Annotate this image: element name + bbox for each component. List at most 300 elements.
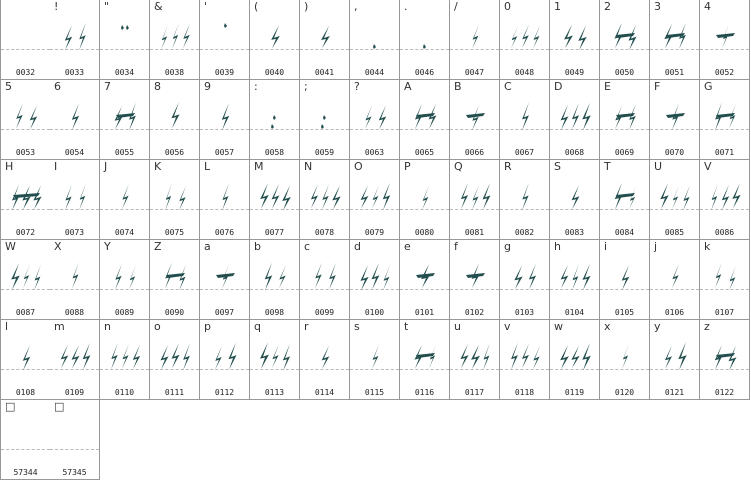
glyph-cell [700,320,750,400]
glyph-shape [61,343,91,370]
glyph-shape [360,263,390,291]
glyph-cell [250,80,300,160]
glyph-preview-icon [550,334,600,372]
glyph-shape [511,24,540,48]
glyph-character-label: Y [104,240,111,253]
glyph-shape [514,263,536,289]
glyph-shape [16,103,37,130]
glyph-character-label: 1 [554,0,561,13]
glyph-preview-icon [400,254,450,292]
glyph-cell [450,160,500,240]
glyph-code-label: 0038 [164,68,185,77]
glyph-shape [414,345,436,369]
glyph-code-label: 0117 [464,388,485,397]
glyph-character-label: o [154,320,161,333]
glyph-code-label: 0052 [714,68,735,77]
glyph-shape [271,25,280,48]
glyph-cell [0,400,51,480]
glyph-character-label: t [404,320,409,333]
glyph-preview-icon [350,94,400,132]
glyph-preview-icon [150,254,200,292]
glyph-character-label: d [354,240,361,253]
glyph-cell [300,240,350,320]
glyph-preview-icon [450,174,500,212]
glyph-character-label: □ [5,400,16,413]
glyph-cell [250,0,300,80]
glyph-cell [300,160,350,240]
glyph-preview-icon [100,334,150,372]
glyph-code-label: 0121 [664,388,685,397]
glyph-shape [224,23,227,28]
glyph-cell [200,80,250,160]
glyph-cell [500,0,550,80]
glyph-cell [150,0,200,80]
glyph-code-label: 0107 [714,308,735,317]
glyph-shape [165,262,186,291]
glyph-code-label: 0034 [114,68,135,77]
glyph-preview-icon [1,414,51,452]
glyph-cell [200,240,250,320]
glyph-code-label: 0115 [364,388,385,397]
glyph-character-label: Z [154,240,162,253]
glyph-cell [0,0,51,80]
glyph-shape [65,183,86,210]
glyph-cell [0,320,51,400]
glyph-cell [250,320,300,400]
glyph-shape [365,105,386,129]
glyph-preview-icon [250,334,300,372]
glyph-preview-icon [600,334,650,372]
glyph-character-label: ' [204,0,208,13]
glyph-shape [160,343,190,370]
glyph-shape [672,264,679,288]
glyph-code-label: 0050 [614,68,635,77]
glyph-character-label: 2 [604,0,611,13]
glyph-code-label: 0108 [15,388,36,397]
glyph-preview-icon [700,254,750,292]
glyph-code-label: 0099 [314,308,335,317]
glyph-character-label: v [504,320,511,333]
glyph-preview-icon [650,174,700,212]
glyph-preview-icon [600,14,650,52]
glyph-preview-icon [350,254,400,292]
glyph-preview-icon [350,334,400,372]
glyph-character-label: , [354,0,358,13]
glyph-code-label: 0082 [514,228,535,237]
glyph-shape [466,105,485,130]
glyph-cell [350,80,400,160]
glyph-code-label: 0048 [514,68,535,77]
glyph-character-label: P [404,160,411,173]
glyph-cell [350,240,400,320]
glyph-character-label: Q [454,160,463,173]
glyph-preview-icon [500,14,550,52]
glyph-shape [215,342,237,370]
glyph-character-label: ? [354,80,360,93]
glyph-code-label: 0100 [364,308,385,317]
glyph-code-label: 0081 [464,228,485,237]
glyph-character-label: f [454,240,458,253]
glyph-shape [561,103,591,130]
glyph-preview-icon [300,334,350,372]
glyph-shape [111,343,140,370]
glyph-preview-icon [700,14,750,52]
glyph-cell [250,160,300,240]
glyph-character-label: 4 [704,0,711,13]
glyph-cell [700,160,750,240]
glyph-preview-icon [150,14,200,52]
glyph-shape [322,346,330,369]
glyph-code-label: 0102 [464,308,485,317]
glyph-preview-icon [550,94,600,132]
glyph-preview-icon [550,254,600,292]
glyph-preview-icon [700,94,750,132]
glyph-character-label: C [504,80,512,93]
glyph-preview-icon [700,174,750,212]
glyph-preview-icon [200,94,250,132]
glyph-code-label: 0058 [264,148,285,157]
glyph-shape [561,264,591,291]
glyph-code-label: 0071 [714,148,735,157]
glyph-preview-icon [500,174,550,212]
glyph-shape [615,182,636,209]
glyph-character-label: A [404,80,412,93]
glyph-shape [260,183,291,210]
glyph-cell [500,80,550,160]
glyph-shape [121,25,129,30]
glyph-shape [615,104,636,130]
glyph-character-label: E [604,80,611,93]
glyph-character-label: 7 [104,80,111,93]
glyph-preview-icon [600,174,650,212]
glyph-shape [373,44,376,49]
glyph-preview-icon [1,174,51,212]
glyph-shape [315,262,336,289]
glyph-preview-icon [400,174,450,212]
glyph-cell [400,160,450,240]
glyph-character-label: p [204,320,211,333]
glyph-shape [422,185,429,210]
glyph-code-label: 0033 [64,68,85,77]
glyph-character-label: i [604,240,608,253]
glyph-shape [222,183,229,211]
glyph-shape [715,102,736,131]
glyph-character-label: N [304,160,313,173]
glyph-character-label: K [154,160,162,173]
glyph-character-label: M [254,160,264,173]
glyph-character-label: ; [304,80,308,93]
glyph-preview-icon [150,94,200,132]
glyph-cell [0,160,51,240]
glyph-cell [350,0,400,80]
glyph-character-label: 3 [654,0,661,13]
glyph-code-label: 57344 [13,468,38,477]
glyph-character-label: V [704,160,712,173]
glyph-shape [622,265,630,290]
glyph-shape [522,183,529,211]
glyph-character-label: 5 [5,80,12,93]
glyph-character-label: w [554,320,563,333]
glyph-cell [150,320,200,400]
glyph-shape [12,184,42,210]
glyph-shape [665,342,687,370]
glyph-code-label: 57345 [62,468,87,477]
glyph-character-label: l [5,320,9,333]
glyph-preview-icon [150,174,200,212]
glyph-shape [711,183,741,210]
glyph-code-label: 0040 [264,68,285,77]
glyph-cell [450,0,500,80]
glyph-code-label: 0114 [314,388,335,397]
glyph-cell [50,320,100,400]
glyph-preview-icon [650,254,700,292]
glyph-cell [50,160,100,240]
glyph-character-label: b [254,240,261,253]
glyph-code-label: 0104 [564,308,585,317]
glyph-preview-icon [400,94,450,132]
glyph-character-label: J [104,160,108,173]
glyph-code-label: 0055 [114,148,135,157]
glyph-preview-icon [1,334,51,372]
glyph-preview-icon [50,174,100,212]
glyph-preview-icon [50,414,100,452]
glyph-cell [200,0,250,80]
glyph-code-label: 0086 [714,228,735,237]
glyph-preview-icon [200,254,250,292]
glyph-preview-icon [250,94,300,132]
glyph-shape [461,183,491,210]
glyph-cell [100,80,150,160]
glyph-shape [72,103,79,130]
glyph-character-label: H [5,160,14,173]
glyph-shape [715,262,736,291]
glyph-cell [100,160,150,240]
glyph-cell [650,240,700,320]
glyph-code-label: 0098 [264,308,285,317]
glyph-cell [350,320,400,400]
glyph-cell [550,0,600,80]
glyph-shape [572,185,580,210]
glyph-preview-icon [100,254,150,292]
glyph-code-label: 0101 [414,308,435,317]
glyph-cell [550,240,600,320]
glyph-code-label: 0075 [164,228,185,237]
glyph-shape [222,103,229,131]
glyph-cell [150,160,200,240]
glyph-character-label: x [604,320,611,333]
glyph-code-label: 0110 [114,388,135,397]
glyph-shape [372,345,379,369]
glyph-preview-icon [100,14,150,52]
glyph-cell [100,0,150,80]
glyph-code-label: 0079 [364,228,385,237]
glyph-preview-icon [500,94,550,132]
glyph-character-label: : [254,80,258,93]
glyph-shape [65,22,86,50]
glyph-code-label: 0065 [414,148,435,157]
glyph-cell [500,240,550,320]
glyph-code-label: 0051 [664,68,685,77]
glyph-code-label: 0072 [15,228,36,237]
glyph-cell [100,320,150,400]
glyph-character-label: s [354,320,360,333]
glyph-character-label: L [204,160,211,173]
glyph-preview-icon [700,334,750,372]
glyph-preview-icon [50,334,100,372]
glyph-shape [115,264,136,290]
glyph-character-label: X [54,240,62,253]
glyph-character-label: h [554,240,561,253]
glyph-shape [72,262,79,289]
glyph-code-label: 0044 [364,68,385,77]
glyph-preview-icon [1,94,51,132]
glyph-shape [472,24,479,48]
glyph-cell [400,240,450,320]
glyph-cell [550,160,600,240]
glyph-character-label: 9 [204,80,211,93]
glyph-cell [600,80,650,160]
glyph-character-label: . [404,0,408,13]
glyph-character-label: q [254,320,261,333]
glyph-character-label: & [154,0,163,13]
glyph-shape [423,44,426,49]
glyph-code-label: 0089 [114,308,135,317]
glyph-cell [100,240,150,320]
glyph-code-label: 0057 [214,148,235,157]
glyph-code-label: 0084 [614,228,635,237]
glyph-shape [460,343,490,371]
glyph-code-label: 0119 [564,388,585,397]
glyph-code-label: 0080 [414,228,435,237]
glyph-character-label: 0 [504,0,511,13]
glyph-cell [400,320,450,400]
glyph-preview-icon [650,334,700,372]
glyph-cell [450,320,500,400]
glyph-code-label: 0120 [614,388,635,397]
glyph-character-label: k [704,240,711,253]
glyph-character-label: e [404,240,411,253]
glyph-shape [260,342,290,371]
glyph-preview-icon [600,94,650,132]
glyph-cell [400,80,450,160]
glyph-code-label: 0054 [64,148,85,157]
glyph-cell [600,240,650,320]
glyph-code-label: 0111 [164,388,185,397]
glyph-shape [614,23,636,51]
glyph-code-label: 0112 [214,388,235,397]
glyph-preview-icon [350,14,400,52]
glyph-character-label: ) [304,0,309,13]
glyph-cell [0,80,51,160]
glyph-shape [664,22,686,49]
glyph-cell [650,160,700,240]
glyph-shape [466,264,485,288]
glyph-preview-icon [250,14,300,52]
glyph-cell [650,320,700,400]
glyph-shape [165,183,186,211]
glyph-preview-icon [300,14,350,52]
glyph-cell [200,320,250,400]
glyph-character-label: B [454,80,462,93]
glyph-preview-icon [50,254,100,292]
glyph-preview-icon [450,254,500,292]
glyph-shape [564,25,587,51]
glyph-character-label: 6 [54,80,61,93]
glyph-preview-icon [250,174,300,212]
glyph-cell [0,240,51,320]
glyph-preview-icon [650,94,700,132]
glyph-code-label: 0041 [314,68,335,77]
glyph-preview-icon [250,254,300,292]
glyph-character-label: j [654,240,658,253]
glyph-character-label: y [654,320,661,333]
glyph-code-label: 0113 [264,388,285,397]
glyph-character-label: T [604,160,611,173]
glyph-code-label: 0046 [414,68,435,77]
glyph-character-label: u [454,320,461,333]
glyph-code-label: 0053 [15,148,36,157]
glyph-character-label: m [54,320,65,333]
glyph-cell [150,80,200,160]
glyph-cell [400,0,450,80]
glyph-character-label: ( [254,0,259,13]
glyph-preview-icon [300,94,350,132]
glyph-character-label: □ [54,400,65,413]
glyph-shape [666,103,685,130]
glyph-preview-icon [650,14,700,52]
glyph-cell [50,80,100,160]
glyph-character-label: W [5,240,16,253]
glyph-code-label: 0069 [614,148,635,157]
glyph-preview-icon [150,334,200,372]
glyph-code-label: 0088 [64,308,85,317]
glyph-character-label: r [304,320,309,333]
glyph-preview-icon [300,174,350,212]
glyph-code-label: 0085 [664,228,685,237]
glyph-cell [650,80,700,160]
glyph-shape [321,115,326,129]
glyph-shape [415,104,436,130]
glyph-cell [50,240,100,320]
glyph-code-label: 0087 [15,308,36,317]
glyph-shape [622,343,629,369]
glyph-cell [700,240,750,320]
glyph-code-label: 0097 [214,308,235,317]
glyph-shape [716,24,735,49]
glyph-character-label: I [54,160,58,173]
glyph-preview-icon [350,174,400,212]
glyph-preview-icon [450,334,500,372]
glyph-code-label: 0068 [564,148,585,157]
glyph-code-label: 0090 [164,308,185,317]
glyph-code-label: 0059 [314,148,335,157]
glyph-shape [416,264,435,288]
glyph-character-label: G [704,80,713,93]
glyph-cell [500,320,550,400]
glyph-shape [122,184,129,210]
glyph-preview-icon [500,334,550,372]
glyph-code-label: 0070 [664,148,685,157]
glyph-character-label: R [504,160,512,173]
glyph-preview-icon [500,254,550,292]
glyph-code-label: 0056 [164,148,185,157]
glyph-shape [271,115,276,129]
glyph-preview-icon [100,174,150,212]
glyph-code-label: 0049 [564,68,585,77]
glyph-code-label: 0083 [564,228,585,237]
glyph-code-label: 0116 [414,388,435,397]
glyph-shape [265,262,286,290]
